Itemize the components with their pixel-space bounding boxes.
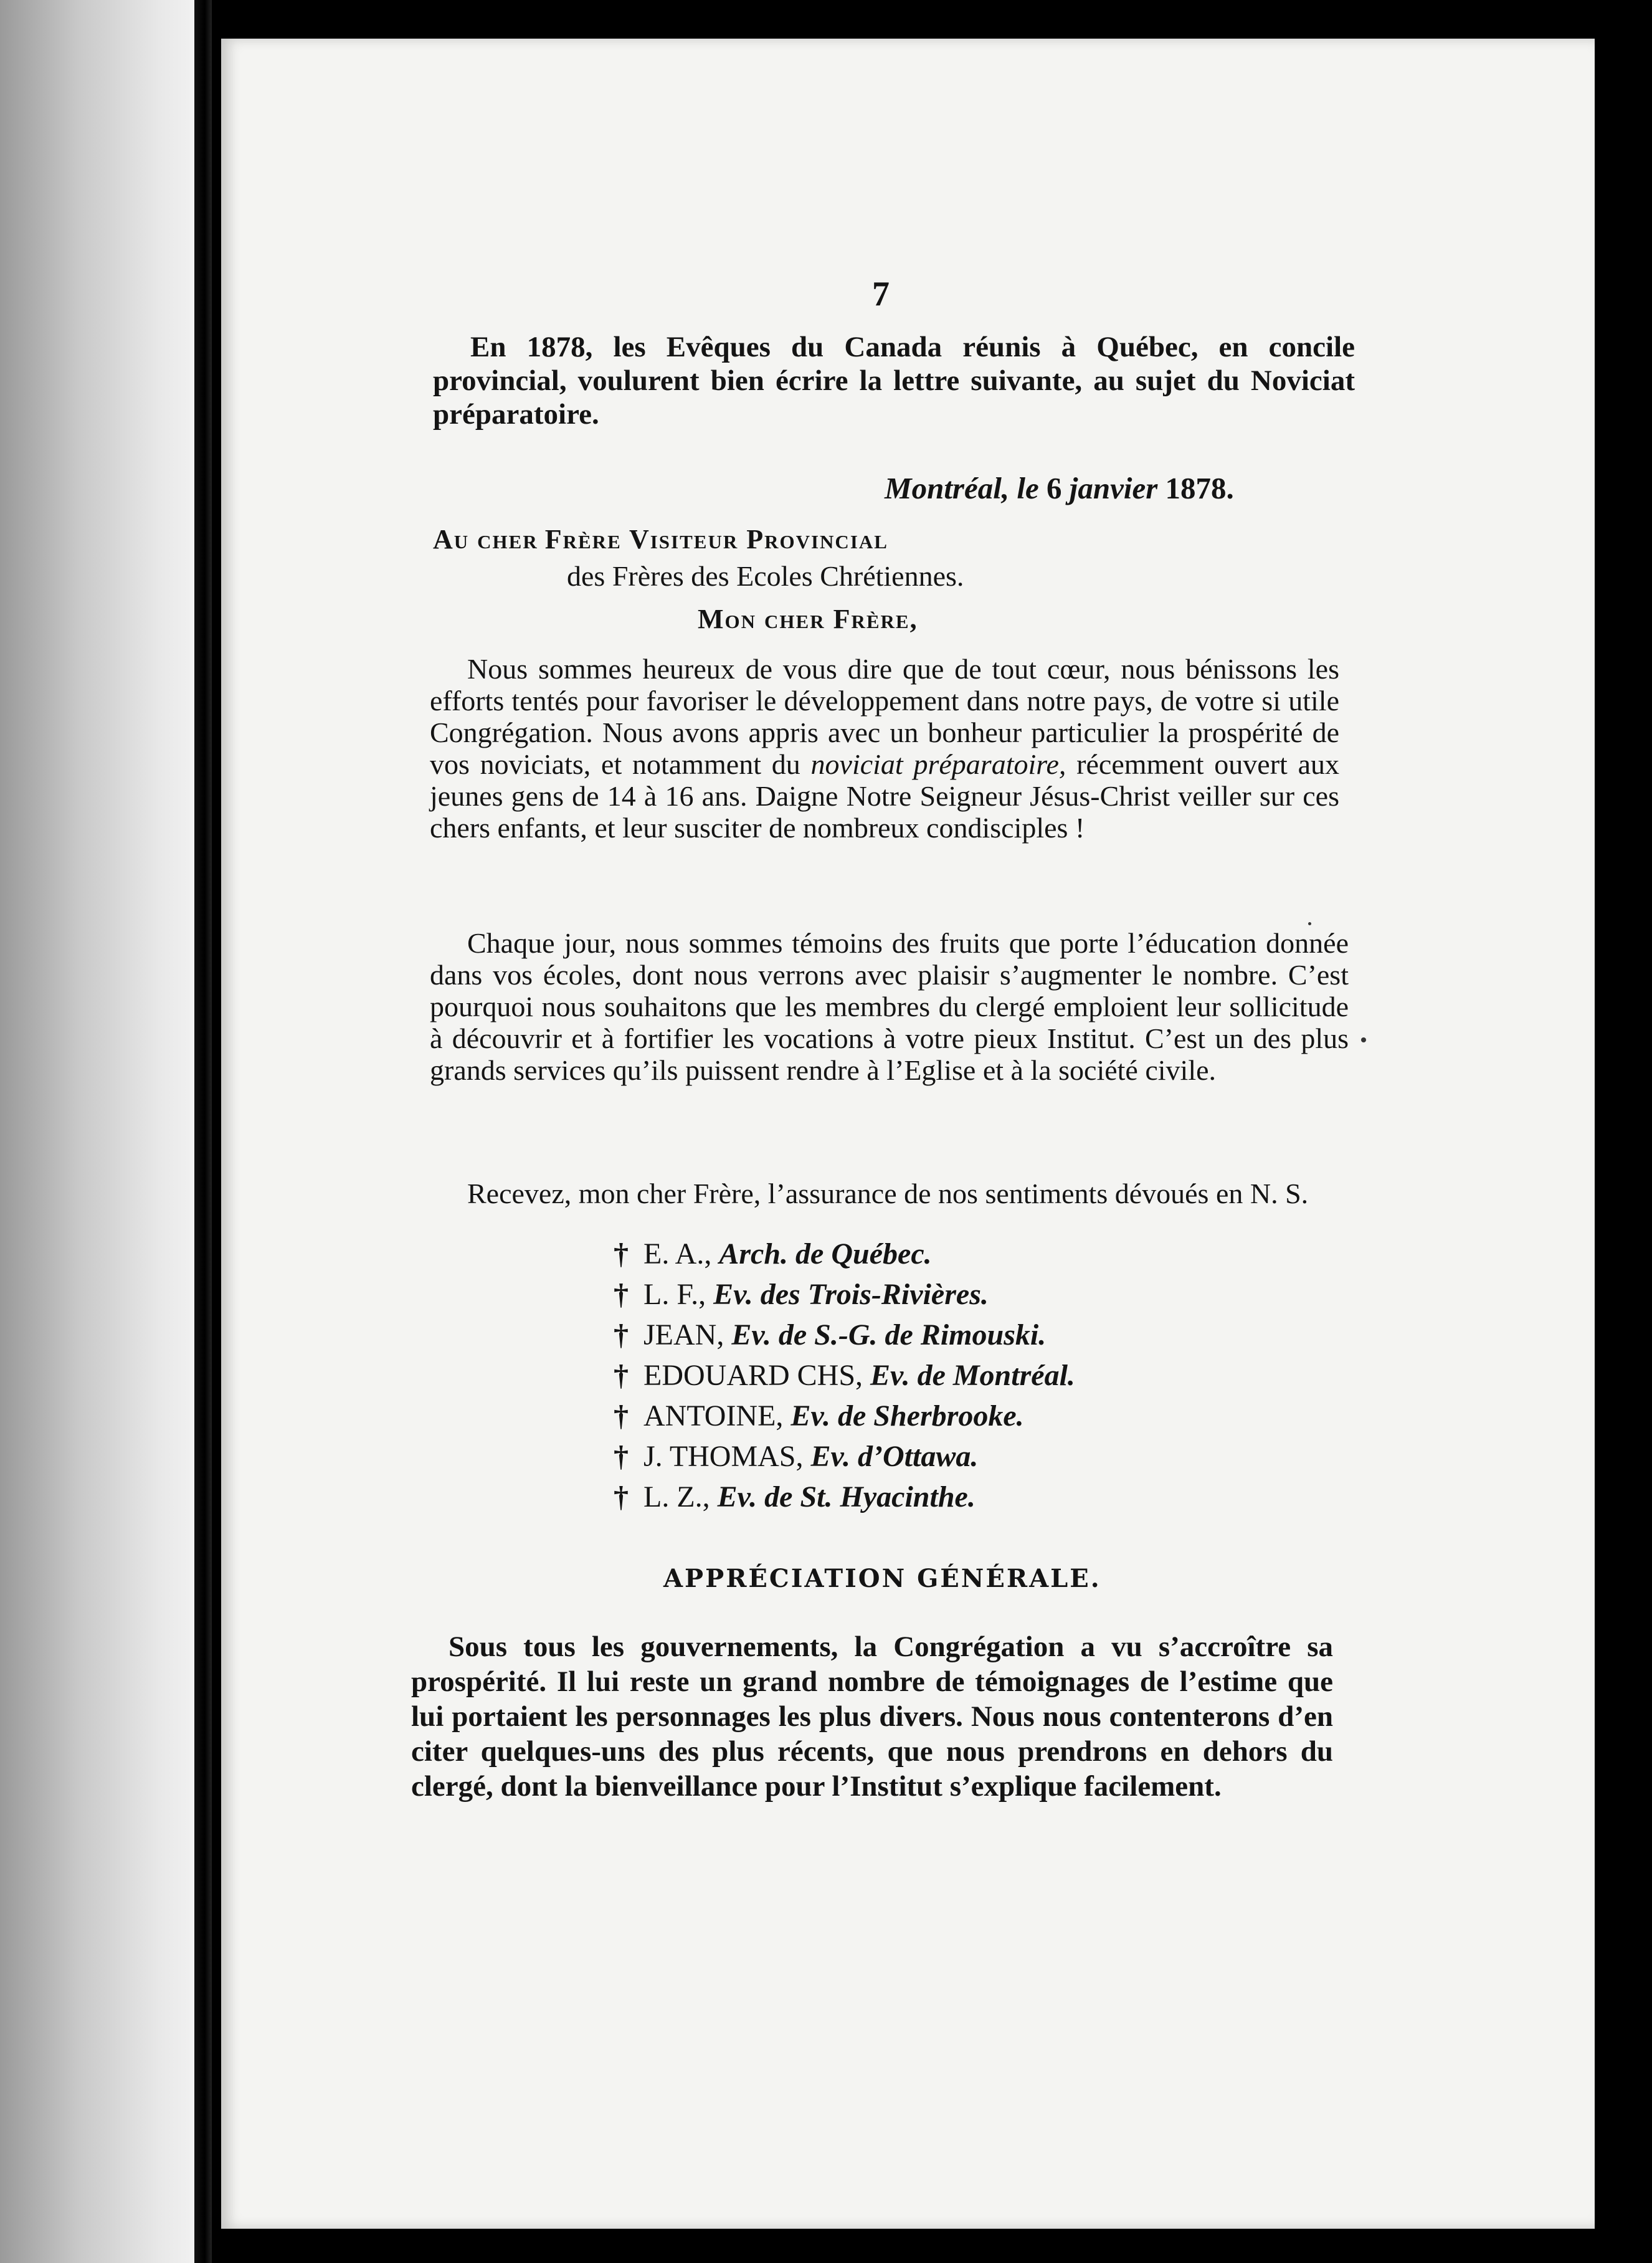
cross-icon: † <box>614 1278 629 1311</box>
signature-line <box>614 1355 1075 1396</box>
signature-line <box>614 1234 1075 1274</box>
signatory-name: J. THOMAS, <box>643 1440 804 1473</box>
signatory-title: Ev. de Sherbrooke. <box>790 1399 1024 1432</box>
addressee-title: Frère Visiteur Provincial <box>544 524 888 555</box>
print-speck <box>1308 922 1311 925</box>
signatory-title: Ev. des Trois-Rivières. <box>713 1278 989 1311</box>
signature-line <box>614 1477 1075 1517</box>
letter-closing <box>430 1178 1346 1209</box>
date-line <box>885 470 1234 506</box>
date-year: 1878. <box>1165 471 1234 505</box>
addressee-line-2: des Frères des Ecoles Chrétiennes. <box>567 560 964 592</box>
signature-line <box>614 1436 1075 1477</box>
cross-icon: † <box>614 1359 629 1392</box>
cross-icon: † <box>614 1480 629 1513</box>
letter-p1-italic: noviciat préparatoire, <box>810 748 1066 780</box>
conclusion-paragraph <box>411 1629 1333 1804</box>
signature-line <box>614 1396 1075 1436</box>
letter-paragraph-1 <box>430 653 1339 844</box>
letter-paragraph-2 <box>430 927 1349 1086</box>
date-place: Montréal, le <box>885 471 1039 505</box>
date-day: 6 <box>1046 471 1062 505</box>
cross-icon: † <box>614 1318 629 1351</box>
letter-p2-text: Chaque jour, nous sommes témoins des fruits que porte l’éducation donnée dans vos écoles, dont nous verrons avec plaisir s’augmenter le nombre. C’est pourquoi nous souhaitons que les membres du clergé emploient leur sollicitude à découvrir et à fortifier les vocations à votre pieux Institut. C’est un des plus grands services qu’ils puissent rendre à l’Eglise et à la société civile. <box>430 927 1349 1086</box>
signatory-title: Arch. de Québec. <box>719 1237 932 1270</box>
addressee-prefix: Au cher <box>433 524 538 555</box>
signatory-title: Ev. de S.-G. de Rimouski. <box>731 1318 1047 1351</box>
facing-page-edge <box>0 0 199 2263</box>
signature-line <box>614 1274 1075 1315</box>
signatory-title: Ev. de Montréal. <box>870 1359 1075 1392</box>
signature-line <box>614 1315 1075 1355</box>
intro-paragraph <box>433 330 1355 431</box>
salutation: Mon cher Frère, <box>698 604 918 634</box>
signatory-name: JEAN, <box>643 1318 724 1351</box>
section-heading: APPRÉCIATION GÉNÉRALE. <box>663 1564 1101 1593</box>
signatory-name: L. F., <box>643 1278 706 1311</box>
cross-icon: † <box>614 1440 629 1473</box>
book-gutter <box>194 0 212 2263</box>
signatory-title: Ev. de St. Hyacinthe. <box>717 1480 976 1513</box>
signature-list <box>614 1234 1075 1517</box>
cross-icon: † <box>614 1237 629 1270</box>
letter-closing-text: Recevez, mon cher Frère, l’assurance de nos sentiments dévoués en N. S. <box>467 1178 1309 1209</box>
signatory-name: E. A., <box>643 1237 712 1270</box>
date-month: janvier <box>1069 471 1158 505</box>
print-speck <box>1361 1037 1366 1042</box>
conclusion-text: Sous tous les gouvernements, la Congrégation a vu s’accroître sa prospérité. Il lui reste un grand nombre de témoignages de l’estime que lui portaient les personnages les plus divers. Nous nous contenterons d’en citer quelques-uns des plus récents, que nous prendrons en dehors du clergé, dont la bienveillance pour l’Institut s’explique facilement. <box>411 1631 1333 1803</box>
intro-text: En 1878, les Evêques du Canada réunis à Québec, en concile provincial, voulurent bien écrire la lettre suivante, au sujet du Noviciat préparatoire. <box>433 331 1355 431</box>
cross-icon: † <box>614 1399 629 1432</box>
signatory-name: ANTOINE, <box>643 1399 784 1432</box>
page-number: 7 <box>872 275 890 313</box>
letter-p1-start: Nous sommes heureux de vous dire que de tout cœur, nous bénissons les efforts tentés pour favoriser le développement dans notre pays, de votre si utile Congrégation. Nous avons appris avec un bonheur particulier la prospérité de vos noviciats, et notamment du <box>430 653 1339 780</box>
signatory-title: Ev. d’Ottawa. <box>810 1440 979 1473</box>
signatory-name: EDOUARD CHS, <box>643 1359 863 1392</box>
addressee-line-1 <box>433 523 888 555</box>
signatory-name: L. Z., <box>643 1480 710 1513</box>
letter-p1-end: récemment ouvert aux jeunes gens de 14 à 16 ans. Daigne Notre Seigneur Jésus-Christ veiller sur ces chers enfants, et leur susciter de nombreux condisciples ! <box>430 748 1339 844</box>
